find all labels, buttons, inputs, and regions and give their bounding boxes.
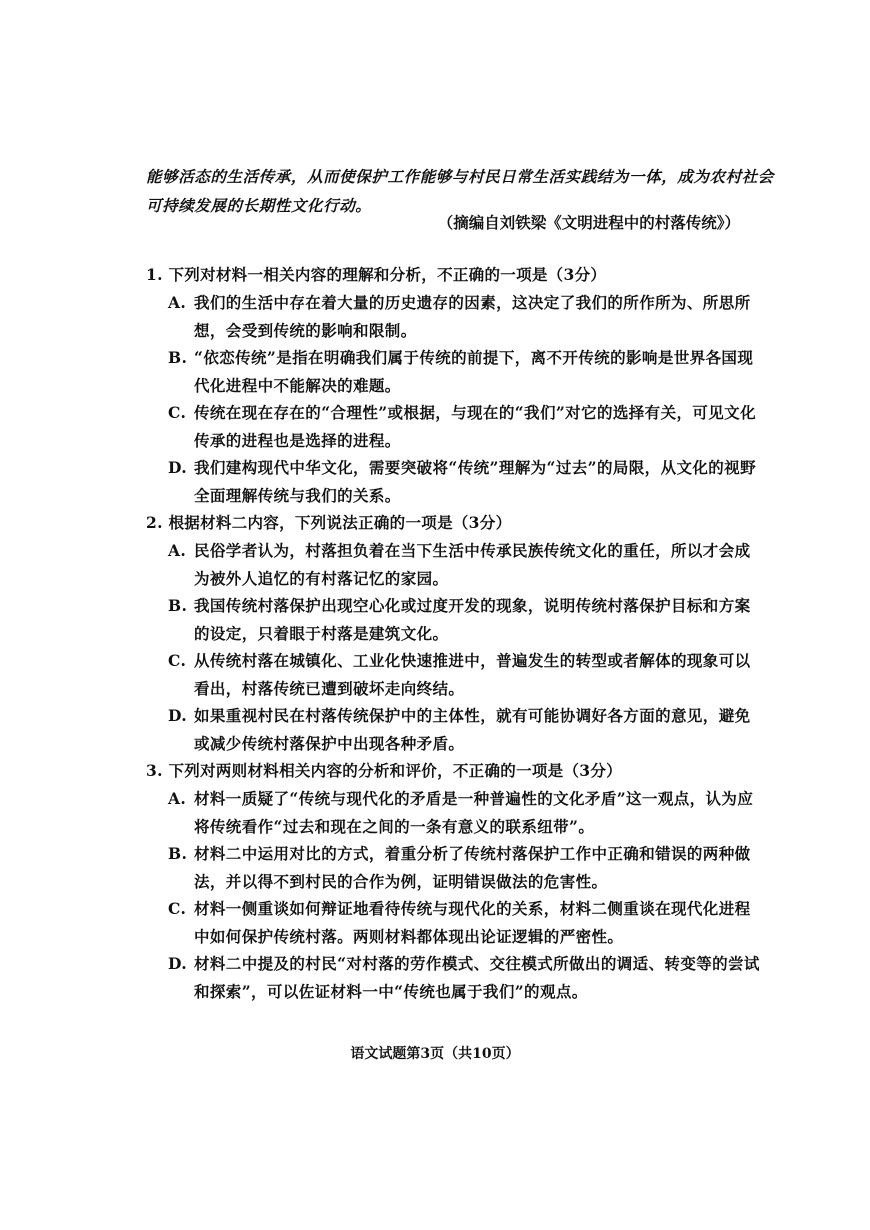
intro-paragraph: 能够活态的生活传承，从而使保护工作能够与村民日常生活实践结为一体，成为农村社会可持续发展的长期性文化行动。 bbox=[146, 167, 774, 215]
option-letter: D. bbox=[168, 458, 188, 477]
option-c bbox=[146, 399, 760, 454]
option-letter: B. bbox=[168, 596, 188, 615]
option-letter: B. bbox=[168, 348, 188, 367]
question-list bbox=[146, 261, 760, 1005]
option-c bbox=[146, 647, 760, 702]
source-citation: （摘编自刘铁梁《文明进程中的村落传统》） bbox=[437, 213, 740, 232]
option-a bbox=[146, 537, 760, 592]
option-letter: A. bbox=[168, 293, 187, 312]
option-letter: B. bbox=[168, 844, 188, 863]
question-1 bbox=[146, 261, 760, 509]
option-d bbox=[146, 950, 760, 1005]
option-text: 材料二中提及的村民“对村落的劳作模式、交往模式所做出的调适、转变等的尝试和探索”，可以佐证材料一中“传统也属于我们”的观点。 bbox=[194, 954, 760, 1001]
option-d bbox=[146, 454, 760, 509]
option-a bbox=[146, 289, 760, 344]
page-footer: 语文试题第3页（共10页） bbox=[350, 1046, 520, 1062]
option-text: 我们的生活中存在着大量的历史遗存的因素，这决定了我们的所作所为、所思所想，会受到传统的影响和限制。 bbox=[194, 293, 751, 340]
option-letter: C. bbox=[168, 899, 187, 918]
option-d bbox=[146, 702, 760, 757]
option-text: 从传统村落在城镇化、工业化快速推进中，普遍发生的转型或者解体的现象可以看出，村落传统已遭到破坏走向终结。 bbox=[194, 651, 751, 698]
option-text: 材料一侧重谈如何辩证地看待传统与现代化的关系，材料二侧重谈在现代化进程中如何保护传统村落。两则材料都体现出论证逻辑的严密性。 bbox=[194, 899, 751, 946]
option-letter: D. bbox=[168, 706, 188, 725]
option-text: 我们建构现代中华文化，需要突破将“传统”理解为“过去”的局限，从文化的视野全面理解传统与我们的关系。 bbox=[194, 458, 756, 505]
option-text: 民俗学者认为，村落担负着在当下生活中传承民族传统文化的重任，所以才会成为被外人追忆的有村落记忆的家园。 bbox=[194, 541, 751, 588]
option-text: 如果重视村民在村落传统保护中的主体性，就有可能协调好各方面的意见，避免或减少传统村落保护中出现各种矛盾。 bbox=[194, 706, 751, 753]
option-letter: C. bbox=[168, 651, 187, 670]
option-text: 材料二中运用对比的方式，着重分析了传统村落保护工作中正确和错误的两种做法，并以得不到村民的合作为例，证明错误做法的危害性。 bbox=[194, 844, 751, 891]
option-b bbox=[146, 840, 760, 895]
option-text: 我国传统村落保护出现空心化或过度开发的现象，说明传统村落保护目标和方案的设定，只着眼于村落是建筑文化。 bbox=[194, 596, 751, 643]
question-stem: 1. 下列对材料一相关内容的理解和分析，不正确的一项是（3分） bbox=[146, 265, 607, 284]
option-c bbox=[146, 895, 760, 950]
option-text: 传统在现在存在的“合理性”或根据，与现在的“我们”对它的选择有关，可见文化传承的进程也是选择的进程。 bbox=[194, 403, 756, 450]
option-a bbox=[146, 785, 760, 840]
option-text: “依恋传统”是指在明确我们属于传统的前提下，离不开传统的影响是世界各国现代化进程中不能解决的难题。 bbox=[194, 348, 754, 395]
option-b bbox=[146, 592, 760, 647]
option-text: 材料一质疑了“传统与现代化的矛盾是一种普遍性的文化矛盾”这一观点，认为应将传统看作“过去和现在之间的一条有意义的联系纽带”。 bbox=[194, 789, 754, 836]
question-3 bbox=[146, 757, 760, 1005]
question-2 bbox=[146, 509, 760, 757]
question-stem: 2. 根据材料二内容，下列说法正确的一项是（3分） bbox=[146, 513, 512, 532]
option-b bbox=[146, 344, 760, 399]
option-letter: C. bbox=[168, 403, 187, 422]
option-letter: D. bbox=[168, 954, 188, 973]
question-stem: 3. 下列对两则材料相关内容的分析和评价，不正确的一项是（3分） bbox=[146, 761, 622, 780]
option-letter: A. bbox=[168, 789, 187, 808]
option-letter: A. bbox=[168, 541, 187, 560]
